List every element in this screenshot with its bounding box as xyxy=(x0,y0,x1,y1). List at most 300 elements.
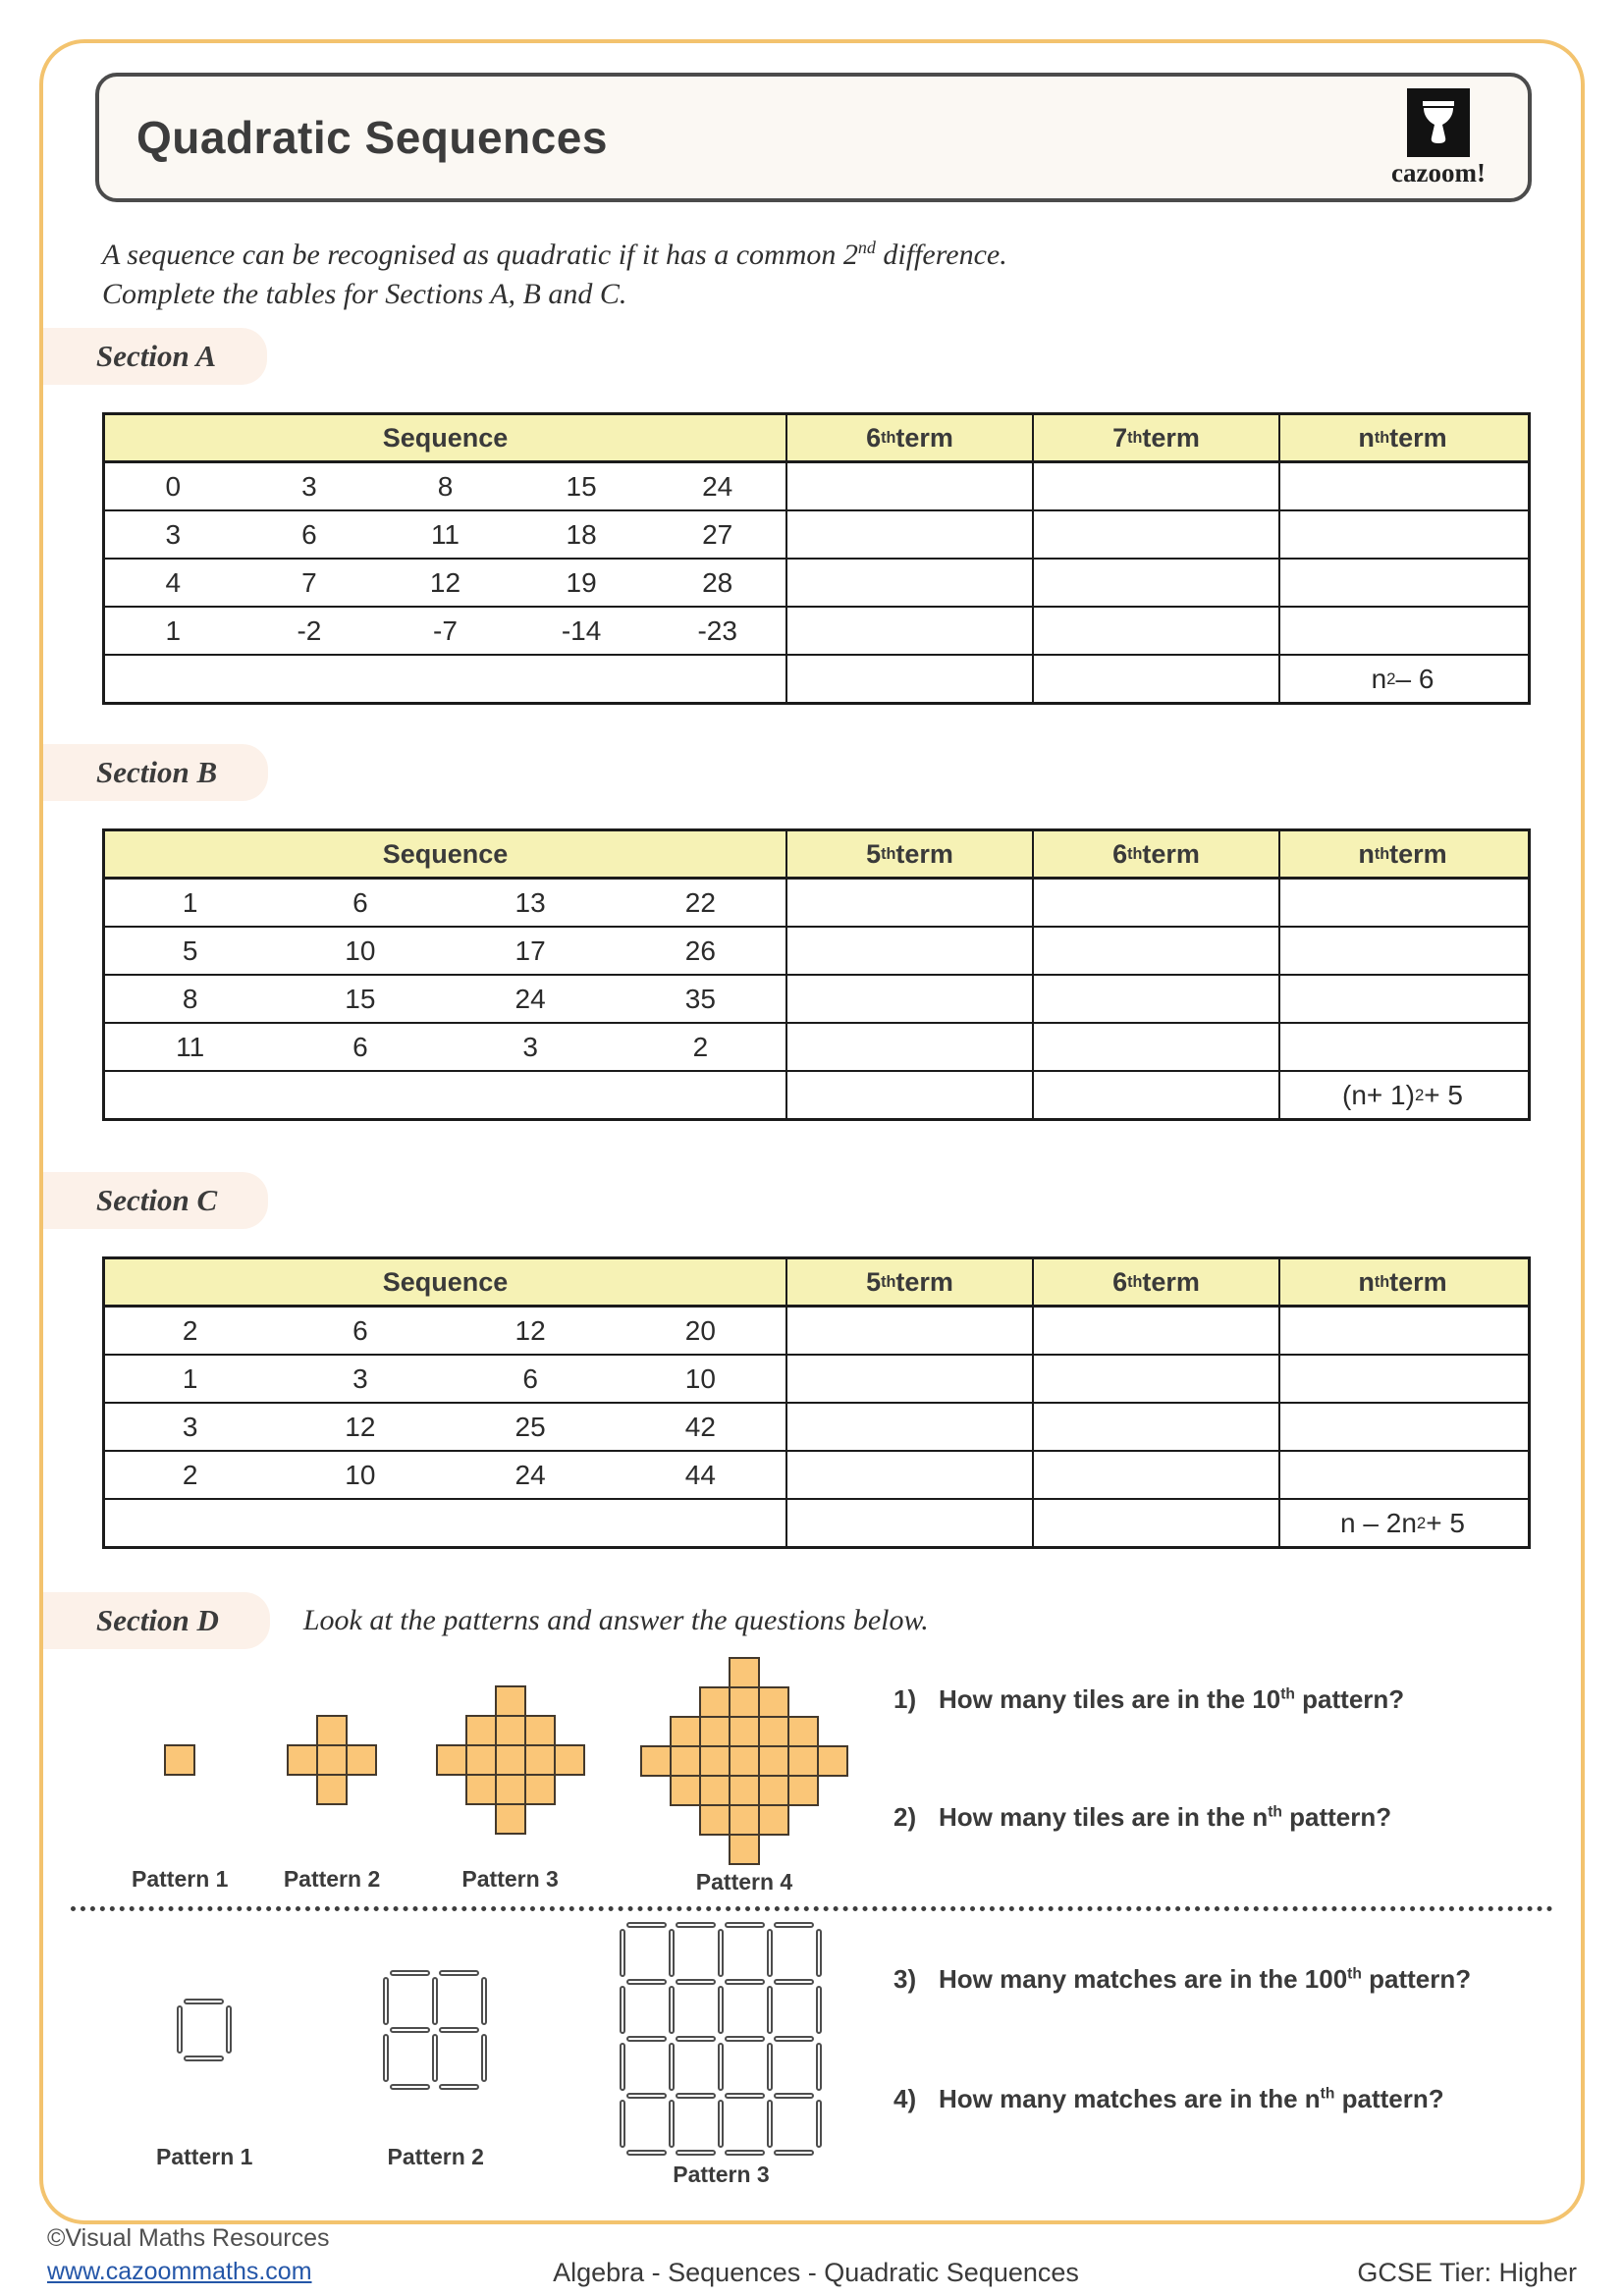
table-row xyxy=(105,926,1528,974)
sequence-cell xyxy=(105,608,785,654)
matchstick xyxy=(767,2100,773,2148)
empty-answer-cell xyxy=(1278,1356,1525,1402)
intro-line1-end: difference. xyxy=(875,239,1007,271)
matchstick xyxy=(718,2043,724,2091)
term-column-header: 5 th term xyxy=(785,1259,1032,1305)
tile xyxy=(758,1716,789,1747)
match-pattern-canvas-wrap xyxy=(176,1921,234,2140)
sequence-number: 42 xyxy=(684,1411,716,1442)
sequence-number: 20 xyxy=(684,1314,716,1346)
tile xyxy=(495,1715,526,1746)
sequence-column-header: Sequence xyxy=(382,1266,509,1297)
table-row xyxy=(105,509,1528,558)
tile xyxy=(316,1744,348,1776)
empty-answer-cell xyxy=(785,976,1032,1022)
sequence-column-header: Sequence xyxy=(382,838,509,869)
tile xyxy=(729,1716,760,1747)
tile xyxy=(465,1715,497,1746)
table-header-row xyxy=(105,415,1528,461)
table-row xyxy=(105,1450,1528,1498)
table-row xyxy=(105,558,1528,606)
tile xyxy=(164,1744,195,1776)
matchstick xyxy=(390,2084,430,2090)
matchstick xyxy=(767,1929,773,1977)
tile xyxy=(640,1745,672,1777)
sequence-number: 12 xyxy=(345,1411,376,1442)
sequence-number: 6 xyxy=(352,1031,368,1062)
dotted-divider xyxy=(71,1906,1553,1911)
sequence-number: 6 xyxy=(301,518,317,550)
tile-patterns xyxy=(102,1657,878,1900)
match-pattern-canvas xyxy=(382,1969,489,2092)
sequence-cell xyxy=(105,1024,785,1070)
empty-answer-cell xyxy=(785,1072,1032,1118)
tile-pattern-canvas xyxy=(640,1657,848,1865)
table-row xyxy=(105,1354,1528,1402)
tile xyxy=(495,1685,526,1717)
matchstick xyxy=(669,1929,675,1977)
sequence-number: 15 xyxy=(345,983,376,1014)
tile xyxy=(758,1775,789,1806)
matchstick xyxy=(626,2150,667,2156)
empty-answer-cell xyxy=(1278,1404,1525,1450)
empty-answer-cell xyxy=(1032,560,1278,606)
matchstick xyxy=(816,1986,822,2034)
tile-pattern-canvas xyxy=(164,1744,195,1776)
matchstick xyxy=(676,1979,716,1985)
question-1-text: How many tiles are in the 10th pattern? xyxy=(939,1684,1405,1714)
matchstick xyxy=(620,2043,625,2091)
tile xyxy=(787,1775,819,1806)
matchstick xyxy=(226,2005,232,2054)
match-patterns xyxy=(102,1921,878,2187)
sequence-number: -14 xyxy=(561,614,602,646)
tile xyxy=(729,1804,760,1836)
matchstick xyxy=(390,2027,430,2033)
sequence-number: 3 xyxy=(165,518,182,550)
empty-answer-cell xyxy=(1278,511,1525,558)
tile-pattern-figure xyxy=(436,1657,585,1900)
match-pattern-figure xyxy=(619,1921,824,2187)
tile xyxy=(699,1716,731,1747)
nth-term-formula: n – 2n 2 + 5 xyxy=(1278,1500,1525,1546)
empty-answer-cell xyxy=(1032,608,1278,654)
section-label-d: Section D xyxy=(43,1592,270,1649)
sequence-number: 18 xyxy=(566,518,597,550)
matchstick xyxy=(816,1929,822,1977)
matchstick xyxy=(676,2150,716,2156)
sequence-number: 0 xyxy=(165,470,182,502)
sequence-number: 24 xyxy=(514,983,546,1014)
empty-answer-cell xyxy=(785,928,1032,974)
matchstick xyxy=(718,2100,724,2148)
tile xyxy=(495,1803,526,1835)
sequence-number: 10 xyxy=(345,934,376,966)
question-1 xyxy=(893,1684,1404,1715)
sequence-number: 6 xyxy=(352,1314,368,1346)
sequence-number: 4 xyxy=(165,566,182,598)
table-row xyxy=(105,1306,1528,1354)
matchstick xyxy=(725,2093,765,2099)
term-column-header: 6 th term xyxy=(785,415,1032,460)
match-pattern-canvas-wrap xyxy=(619,1921,824,2158)
matchstick xyxy=(626,2036,667,2042)
tile xyxy=(524,1774,556,1805)
footer-breadcrumb: Algebra - Sequences - Quadratic Sequences xyxy=(553,2258,1079,2287)
tile xyxy=(699,1686,731,1718)
matchstick xyxy=(439,2084,479,2090)
matchstick xyxy=(725,2150,765,2156)
question-1-number: 1) xyxy=(893,1684,917,1714)
match-pattern-canvas xyxy=(176,1998,234,2063)
empty-answer-cell xyxy=(785,1500,1032,1546)
sequence-number: 3 xyxy=(182,1411,198,1442)
matchstick xyxy=(184,1999,224,2004)
term-column-header: 6 th term xyxy=(1032,831,1278,877)
sequence-number: 24 xyxy=(514,1459,546,1490)
sequence-number: 2 xyxy=(182,1314,198,1346)
sequence-cell xyxy=(105,1404,785,1450)
table-row xyxy=(105,1022,1528,1070)
tile-pattern-canvas-wrap xyxy=(436,1657,585,1862)
tile xyxy=(554,1744,585,1776)
sequence-table-c xyxy=(102,1256,1531,1549)
intro-text xyxy=(102,228,1581,314)
sequence-number: 28 xyxy=(702,566,733,598)
tile xyxy=(495,1744,526,1776)
empty-answer-cell xyxy=(785,1404,1032,1450)
sequence-number: 12 xyxy=(429,566,461,598)
tile xyxy=(524,1744,556,1776)
sequence-cell xyxy=(105,1308,785,1354)
matchstick xyxy=(676,1922,716,1928)
matchstick xyxy=(774,1922,814,1928)
term-column-header: n th term xyxy=(1278,415,1525,460)
formula-row xyxy=(105,1070,1528,1118)
matchstick xyxy=(718,1986,724,2034)
pattern-label: Pattern 3 xyxy=(673,2162,770,2187)
tile xyxy=(699,1804,731,1836)
term-column-header: 7 th term xyxy=(1032,415,1278,460)
sequence-cell xyxy=(105,1452,785,1498)
tile xyxy=(787,1716,819,1747)
sequence-table-a xyxy=(102,412,1531,705)
sequence-number: 19 xyxy=(566,566,597,598)
matchstick xyxy=(390,1970,430,1976)
sequence-number: 1 xyxy=(182,1362,198,1394)
empty-answer-cell xyxy=(785,880,1032,926)
sequence-number: 24 xyxy=(702,470,733,502)
tile xyxy=(436,1744,467,1776)
matchstick xyxy=(725,1922,765,1928)
empty-answer-cell xyxy=(785,1308,1032,1354)
empty-answer-cell xyxy=(1032,656,1278,702)
sequence-number: -23 xyxy=(697,614,737,646)
sequence-number: 2 xyxy=(692,1031,709,1062)
matchstick xyxy=(774,2093,814,2099)
question-3-text: How many matches are in the 100th pattern? xyxy=(939,1964,1472,1994)
sequence-number: 3 xyxy=(522,1031,538,1062)
tile xyxy=(817,1745,848,1777)
matchstick xyxy=(774,2150,814,2156)
sequence-number: 17 xyxy=(514,934,546,966)
empty-answer-cell xyxy=(1032,880,1278,926)
pattern-label: Pattern 2 xyxy=(387,2144,484,2169)
empty-answer-cell xyxy=(1278,1024,1525,1070)
match-pattern-figure xyxy=(156,1921,252,2178)
tile xyxy=(495,1774,526,1805)
matchstick xyxy=(816,2100,822,2148)
empty-answer-cell xyxy=(785,1356,1032,1402)
term-column-header: 6 th term xyxy=(1032,1259,1278,1305)
empty-answer-cell xyxy=(1278,560,1525,606)
question-2 xyxy=(893,1802,1391,1833)
matchstick xyxy=(432,1977,438,2025)
sequence-cell xyxy=(105,928,785,974)
empty-answer-cell xyxy=(1032,1024,1278,1070)
matches-block xyxy=(102,1921,1581,2187)
tile xyxy=(670,1716,701,1747)
sequence-number: 6 xyxy=(522,1362,538,1394)
sequence-number: 10 xyxy=(345,1459,376,1490)
empty-answer-cell xyxy=(785,608,1032,654)
formula-row xyxy=(105,654,1528,702)
sequence-number: 22 xyxy=(684,886,716,918)
matchstick xyxy=(718,1929,724,1977)
nth-term-formula: (n+ 1) 2 + 5 xyxy=(1278,1072,1525,1118)
cazoom-logo xyxy=(1375,88,1502,188)
empty-answer-cell xyxy=(785,560,1032,606)
tile xyxy=(670,1775,701,1806)
empty-answer-cell xyxy=(1278,1452,1525,1498)
matchstick xyxy=(626,1922,667,1928)
sequence-number: 3 xyxy=(352,1362,368,1394)
gcse-tier-label: GCSE Tier: Higher xyxy=(1357,2258,1577,2287)
tile xyxy=(729,1686,760,1718)
question-2-text: How many tiles are in the $n^{th}$ pattern? xyxy=(939,1802,1392,1832)
empty-answer-cell xyxy=(785,656,1032,702)
logo-caption: cazoom! xyxy=(1391,158,1486,187)
cazoommaths-link[interactable]: www.cazoommaths.com xyxy=(47,2258,312,2285)
tile xyxy=(465,1744,497,1776)
matchstick xyxy=(184,2056,224,2061)
tile-pattern-figure xyxy=(284,1657,380,1900)
empty-answer-cell xyxy=(1032,928,1278,974)
matchstick xyxy=(725,1979,765,1985)
sequence-number: -2 xyxy=(297,614,322,646)
worksheet-border xyxy=(39,39,1585,2224)
tile xyxy=(729,1657,760,1688)
tile xyxy=(758,1686,789,1718)
drum-icon xyxy=(1407,88,1470,157)
title-box xyxy=(95,73,1532,202)
table-row xyxy=(105,1402,1528,1450)
matchstick xyxy=(774,2036,814,2042)
sequence-number: 1 xyxy=(182,886,198,918)
pattern-label: Pattern 4 xyxy=(695,1869,793,1895)
sequence-number: 2 xyxy=(182,1459,198,1490)
question-4 xyxy=(893,2084,1444,2114)
matchstick xyxy=(432,2034,438,2082)
matchstick xyxy=(816,2043,822,2091)
sequence-number: 15 xyxy=(566,470,597,502)
tile xyxy=(729,1745,760,1777)
matchstick xyxy=(676,2093,716,2099)
section-label-b: Section B xyxy=(43,744,268,801)
empty-sequence-cell xyxy=(105,1500,785,1546)
formula-row xyxy=(105,1498,1528,1546)
tile xyxy=(346,1744,377,1776)
sequence-number: 1 xyxy=(165,614,182,646)
matchstick xyxy=(767,1986,773,2034)
empty-answer-cell xyxy=(1278,463,1525,509)
empty-answer-cell xyxy=(1032,463,1278,509)
matchstick xyxy=(767,2043,773,2091)
matchstick xyxy=(439,2027,479,2033)
matchstick xyxy=(676,2036,716,2042)
table-row xyxy=(105,606,1528,654)
sequence-number: 26 xyxy=(684,934,716,966)
term-column-header: n th term xyxy=(1278,1259,1525,1305)
tile xyxy=(729,1834,760,1865)
sequence-number: 3 xyxy=(301,470,317,502)
empty-answer-cell xyxy=(1032,1072,1278,1118)
section-label-a: Section A xyxy=(43,328,267,385)
copyright-text: ©Visual Maths Resources xyxy=(47,2224,330,2252)
tile-pattern-canvas-wrap xyxy=(164,1657,195,1862)
sequence-cell xyxy=(105,880,785,926)
nth-term-formula: n 2 – 6 xyxy=(1278,656,1525,702)
sequence-number: 35 xyxy=(684,983,716,1014)
term-column-header: n th term xyxy=(1278,831,1525,877)
sections-host xyxy=(43,328,1581,1549)
empty-answer-cell xyxy=(1032,1356,1278,1402)
tile xyxy=(729,1775,760,1806)
section-d-instruction: Look at the patterns and answer the questions below. xyxy=(302,1604,929,1636)
tile xyxy=(670,1745,701,1777)
matchstick xyxy=(177,2005,183,2054)
empty-answer-cell xyxy=(1032,1452,1278,1498)
empty-sequence-cell xyxy=(105,1072,785,1118)
empty-answer-cell xyxy=(785,463,1032,509)
sequence-cell xyxy=(105,463,785,509)
sequence-cell xyxy=(105,976,785,1022)
matchstick xyxy=(620,2100,625,2148)
sequence-number: 13 xyxy=(514,886,546,918)
tile-questions xyxy=(878,1657,1581,1900)
tile-pattern-canvas xyxy=(436,1685,585,1835)
matchstick xyxy=(481,1977,487,2025)
sequence-number: 11 xyxy=(430,518,460,550)
sequence-number: 8 xyxy=(437,470,454,502)
empty-answer-cell xyxy=(785,1024,1032,1070)
section-d-header xyxy=(43,1592,1581,1649)
page-footer xyxy=(47,2220,1585,2289)
matchstick xyxy=(669,2100,675,2148)
matchstick xyxy=(620,1929,625,1977)
question-4-number: 4) xyxy=(893,2084,917,2113)
empty-answer-cell xyxy=(785,511,1032,558)
sequence-number: 12 xyxy=(514,1314,546,1346)
matchstick xyxy=(439,1970,479,1976)
tile-pattern-figure xyxy=(640,1657,848,1900)
match-questions xyxy=(878,1921,1581,2178)
tile xyxy=(758,1804,789,1836)
empty-answer-cell xyxy=(1032,976,1278,1022)
table-row xyxy=(105,461,1528,509)
section-label-c: Section C xyxy=(43,1172,268,1229)
sequence-number: -7 xyxy=(433,614,458,646)
empty-answer-cell xyxy=(1032,1500,1278,1546)
tile xyxy=(699,1775,731,1806)
empty-answer-cell xyxy=(1278,608,1525,654)
tile xyxy=(287,1744,318,1776)
sequence-number: 7 xyxy=(301,566,317,598)
tiles-block xyxy=(102,1657,1581,1900)
sequence-cell xyxy=(105,560,785,606)
sequence-number: 27 xyxy=(702,518,733,550)
table-row xyxy=(105,974,1528,1022)
intro-line2: Complete the tables for Sections A, B and C. xyxy=(102,278,627,310)
empty-sequence-cell xyxy=(105,656,785,702)
intro-line1: A sequence can be recognised as quadratic if it has a common 2 xyxy=(102,239,858,271)
sequence-number: 11 xyxy=(176,1031,205,1062)
tile-pattern-canvas xyxy=(287,1715,377,1805)
match-pattern-figure xyxy=(382,1921,489,2178)
sequence-cell xyxy=(105,511,785,558)
matchstick xyxy=(626,2093,667,2099)
pattern-label: Pattern 2 xyxy=(283,1866,381,1892)
page-title: Quadratic Sequences xyxy=(136,112,608,163)
match-pattern-canvas xyxy=(619,1921,824,2158)
matchstick xyxy=(383,1977,389,2025)
empty-answer-cell xyxy=(1032,1404,1278,1450)
tile xyxy=(524,1715,556,1746)
table-row xyxy=(105,878,1528,926)
tile-pattern-canvas-wrap xyxy=(287,1657,377,1862)
matchstick xyxy=(620,1986,625,2034)
term-column-header: 5 th term xyxy=(785,831,1032,877)
tile xyxy=(787,1745,819,1777)
matchstick xyxy=(626,1979,667,1985)
pattern-label: Pattern 1 xyxy=(156,2144,253,2169)
matchstick xyxy=(669,2043,675,2091)
tile xyxy=(316,1774,348,1805)
tile-pattern-canvas-wrap xyxy=(640,1657,848,1865)
empty-answer-cell xyxy=(1032,511,1278,558)
pattern-label: Pattern 3 xyxy=(461,1866,559,1892)
empty-answer-cell xyxy=(785,1452,1032,1498)
sequence-number: 25 xyxy=(514,1411,546,1442)
table-header-row xyxy=(105,831,1528,878)
tile-pattern-figure xyxy=(132,1657,228,1900)
sequence-number: 8 xyxy=(182,983,198,1014)
matchstick xyxy=(669,1986,675,2034)
table-header-row xyxy=(105,1259,1528,1306)
match-pattern-canvas-wrap xyxy=(382,1921,489,2140)
sequence-number: 6 xyxy=(352,886,368,918)
sequence-number: 44 xyxy=(684,1459,716,1490)
sequence-table-b xyxy=(102,828,1531,1121)
question-3 xyxy=(893,1964,1471,1995)
matchstick xyxy=(774,1979,814,1985)
sequence-cell xyxy=(105,1356,785,1402)
tile xyxy=(316,1715,348,1746)
intro-superscript: nd xyxy=(857,238,876,257)
matchstick xyxy=(725,2036,765,2042)
empty-answer-cell xyxy=(1278,1308,1525,1354)
empty-answer-cell xyxy=(1278,976,1525,1022)
